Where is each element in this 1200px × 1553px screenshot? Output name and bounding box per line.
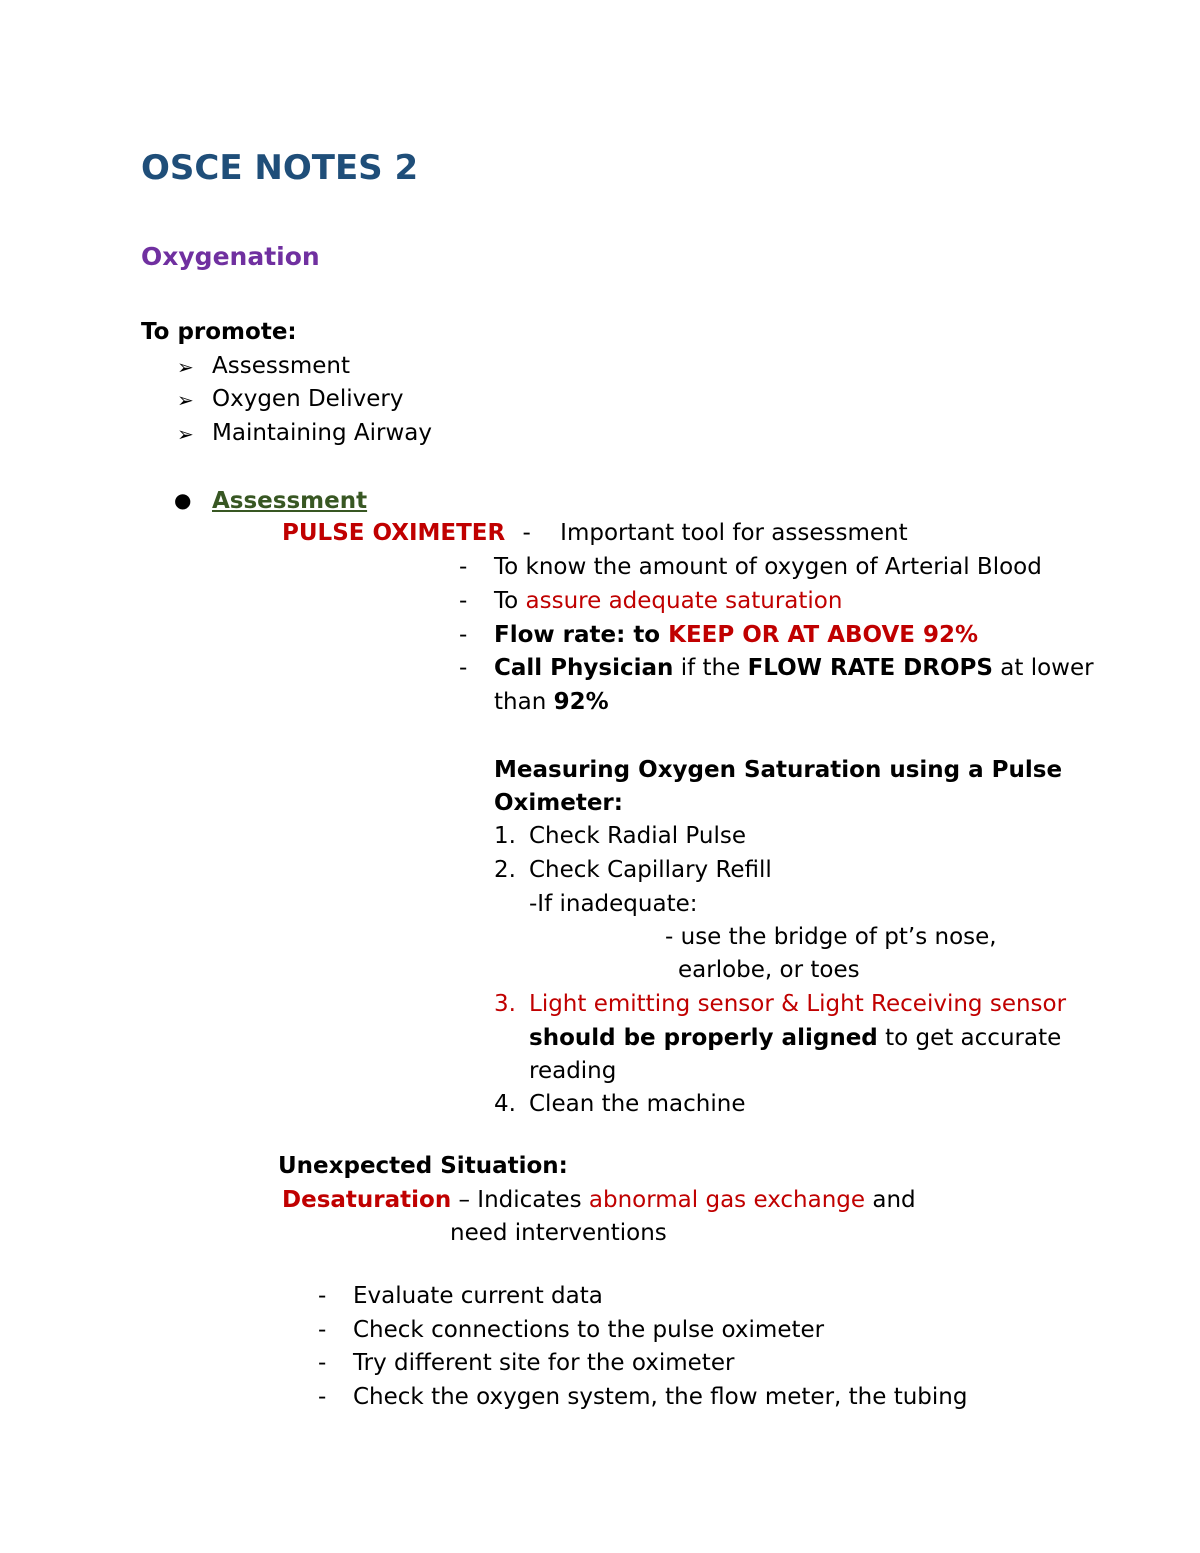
assessment-point-4 <box>494 654 1094 682</box>
dash-bullet: - <box>318 1283 327 1309</box>
point-4-bold-3: 92% <box>553 689 609 715</box>
point-2-text: To <box>494 588 526 614</box>
pulse-description: Important tool for assessment <box>560 520 908 546</box>
arrow-bullet-icon: ➢ <box>177 355 194 379</box>
desaturation-text-1: – Indicates <box>451 1187 589 1213</box>
step-4: Clean the machine <box>529 1091 746 1117</box>
pulse-oximeter-label: PULSE OXIMETER <box>282 520 506 546</box>
measuring-heading-cont: Oximeter: <box>494 790 623 816</box>
step-number: 1. <box>494 823 516 849</box>
step-2: Check Capillary Refill <box>529 857 772 883</box>
assessment-heading: Assessment <box>212 488 368 514</box>
desaturation-line <box>282 1186 916 1214</box>
point-4-text-2: at lower <box>992 655 1094 681</box>
point-4-bold-2: FLOW RATE DROPS <box>747 655 993 681</box>
intervention-item: Try different site for the oximeter <box>353 1350 735 1376</box>
intervention-item: Check connections to the pulse oximeter <box>353 1317 825 1343</box>
step-3-text: to get accurate <box>877 1025 1062 1051</box>
page-title: OSCE NOTES 2 <box>141 148 419 188</box>
assessment-point-2 <box>494 587 842 615</box>
measuring-heading: Measuring Oxygen Saturation using a Pulse <box>494 757 1063 783</box>
dash-bullet: - <box>459 554 468 580</box>
step-2-sub-detail: - use the bridge of pt’s nose, <box>665 924 997 950</box>
intervention-item: Check the oxygen system, the flow meter, the tubing <box>353 1384 968 1410</box>
unexpected-heading: Unexpected Situation: <box>278 1153 568 1179</box>
step-2-sub: -If inadequate: <box>529 891 698 917</box>
dash-bullet: - <box>318 1384 327 1410</box>
step-1: Check Radial Pulse <box>529 823 746 849</box>
step-number: 2. <box>494 857 516 883</box>
step-3-cont-2: reading <box>529 1058 617 1084</box>
dash-bullet: - <box>459 588 468 614</box>
dash-bullet: - <box>459 655 468 681</box>
point-2-highlight: assure adequate saturation <box>525 588 843 614</box>
dash-bullet: - <box>318 1317 327 1343</box>
promote-item: Maintaining Airway <box>212 420 432 446</box>
dash-bullet: - <box>459 622 468 648</box>
point-3-text: Flow rate: to <box>494 622 669 648</box>
step-number: 3. <box>494 991 516 1017</box>
arrow-bullet-icon: ➢ <box>177 422 194 446</box>
step-3-bold: should be properly aligned <box>529 1025 878 1051</box>
point-3-highlight: KEEP OR AT ABOVE 92% <box>668 622 979 648</box>
point-4-bold-1: Call Physician <box>494 655 674 681</box>
assessment-point-3 <box>494 621 978 649</box>
desaturation-line-cont: need interventions <box>450 1220 667 1246</box>
intervention-item: Evaluate current data <box>353 1283 603 1309</box>
step-number: 4. <box>494 1091 516 1117</box>
point-4-text-3: than <box>494 689 554 715</box>
step-2-sub-detail-cont: earlobe, or toes <box>678 957 860 983</box>
desaturation-label: Desaturation <box>282 1187 452 1213</box>
promote-item: Oxygen Delivery <box>212 386 404 412</box>
step-3: Light emitting sensor & Light Receiving sensor <box>529 991 1067 1017</box>
promote-item: Assessment <box>212 353 350 379</box>
pulse-dash: - <box>522 520 531 546</box>
point-4-text-1: if the <box>673 655 748 681</box>
pulse-oximeter-line <box>282 519 908 547</box>
dash-bullet: - <box>318 1350 327 1376</box>
section-heading: Oxygenation <box>141 242 320 271</box>
arrow-bullet-icon: ➢ <box>177 388 194 412</box>
desaturation-highlight: abnormal gas exchange <box>588 1187 866 1213</box>
assessment-point-4-cont <box>494 688 609 716</box>
bullet-dot-icon: ● <box>174 488 192 512</box>
assessment-point-1: To know the amount of oxygen of Arterial Blood <box>494 554 1042 580</box>
promote-label: To promote: <box>141 319 297 345</box>
desaturation-text-2: and <box>865 1187 916 1213</box>
step-3-cont <box>529 1024 1061 1052</box>
